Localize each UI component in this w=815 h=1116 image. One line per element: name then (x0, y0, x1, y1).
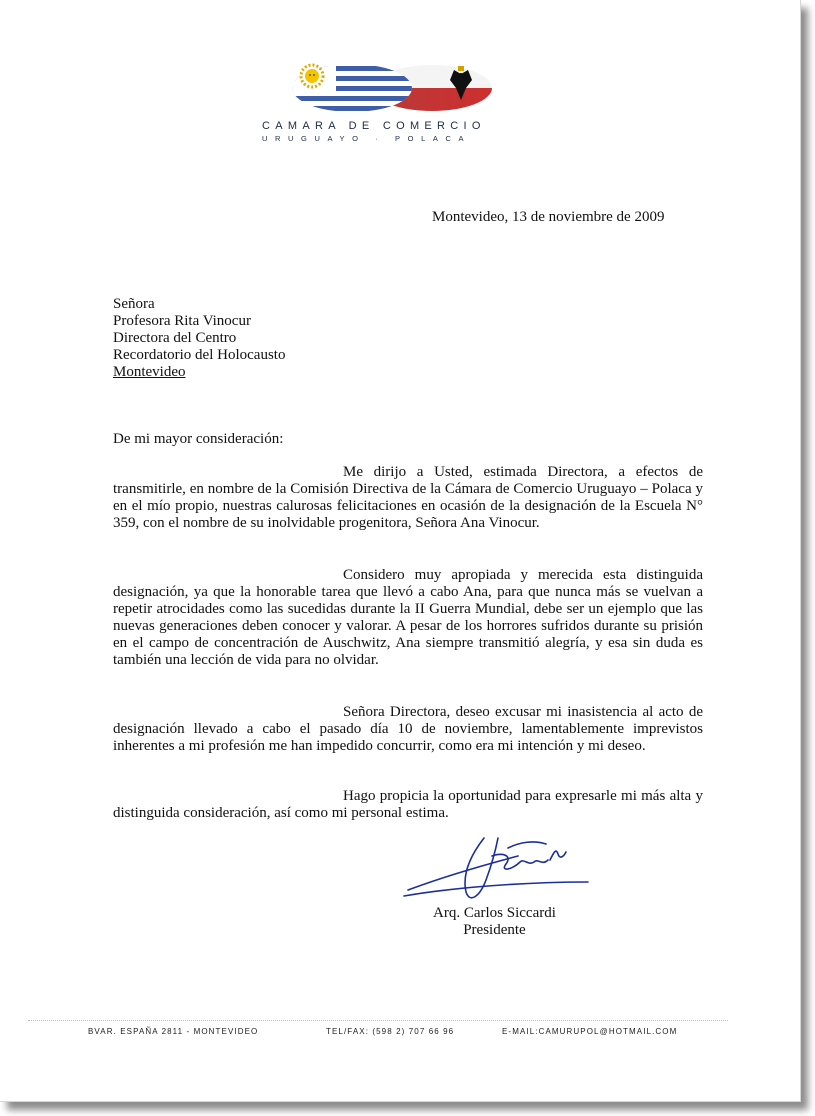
signer-title: Presidente (463, 922, 526, 938)
footer-address: BVAR. ESPAÑA 2811 - MONTEVIDEO (88, 1027, 259, 1036)
recipient-line: Señora (113, 296, 155, 312)
letter-date: Montevideo, 13 de noviembre de 2009 (432, 209, 665, 225)
signer-name: Arq. Carlos Siccardi (433, 905, 556, 921)
footer-divider (28, 1020, 728, 1021)
recipient-line: Profesora Rita Vinocur (113, 313, 251, 329)
body-paragraph-1: Me dirijo a Usted, estimada Directora, a efectos de transmitirle, en nombre de la Comisión Directiva de la Cámara de Comercio Uruguayo – Polaca y en el mío propio, nuestras calurosas felicitaciones en ocasión de la designación de la Escuela N° 359, con el nombre de su inolvidable progenitora, Señora Ana Vinocur. (113, 464, 703, 531)
body-paragraph-2: Considero muy apropiada y merecida esta distinguida designación, ya que la honorable tarea que llevó a cabo Ana, para que nunca más se vuelvan a repetir atrocidades como las sucedidas durante la II Guerra Mundial, debe ser un ejemplo que las nuevas generaciones deben conocer y valorar. A pesar de los horrores sufridos durante su prisión en el campo de concentración de Auschwitz, Ana siempre transmitió alegría, y esa sin duda es también una lección de vida para no olvidar. (113, 567, 703, 668)
salutation: De mi mayor consideración: (113, 431, 284, 447)
footer-phone: TEL/FAX: (598 2) 707 66 96 (326, 1027, 455, 1036)
recipient-city: Montevideo (113, 364, 186, 380)
handwritten-signature-icon (400, 826, 600, 912)
recipient-address (113, 296, 285, 381)
recipient-line: Recordatorio del Holocausto (113, 347, 286, 363)
footer-email: E-MAIL:CAMURUPOL@HOTMAIL.COM (502, 1027, 678, 1036)
recipient-line: Directora del Centro (113, 330, 237, 346)
uruguay-poland-flags-logo-icon (290, 60, 495, 116)
org-name: CAMARA DE COMERCIO (262, 120, 486, 132)
body-paragraph-4: Hago propicia la oportunidad para expresarle mi más alta y distinguida consideración, así como mi personal estima. (113, 788, 703, 821)
org-subtitle: URUGUAYO · POLACA (262, 134, 472, 143)
body-paragraph-3: Señora Directora, deseo excusar mi inasistencia al acto de designación llevado a cabo el pasado día 10 de noviembre, lamentablemente imprevistos inherentes a mi profesión me han impedido concurrir, como era mi intención y mi deseo. (113, 704, 703, 754)
signer-block (433, 905, 556, 939)
